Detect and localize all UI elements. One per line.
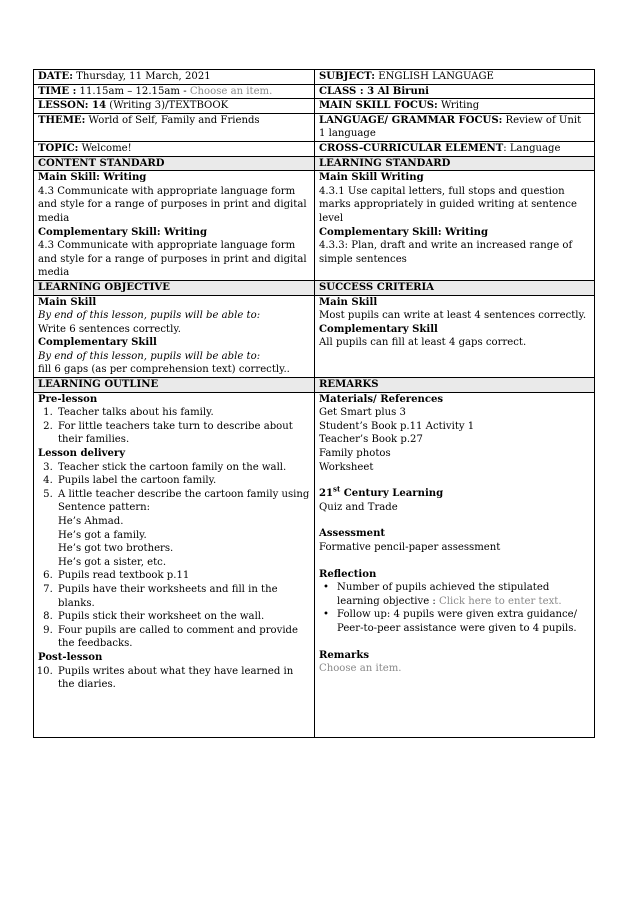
list-item: 10. Pupils writes about what they have learned in the diaries. [56, 665, 310, 692]
cs-comp-text: 4.3 Communicate with appropriate language form and style for a range of purposes in print and digital media [38, 240, 307, 279]
remarks-choose-dropdown[interactable]: Choose an item. [319, 663, 402, 675]
cs-main-heading: Main Skill: Writing [38, 172, 147, 184]
skill-focus-value: Writing [437, 100, 480, 112]
sentence-pattern-label: Sentence pattern: [58, 502, 151, 514]
assessment-heading: Assessment [319, 528, 386, 540]
row-date [34, 70, 595, 85]
cs-main-text: 4.3 Communicate with appropriate language form and style for a range of purposes in print and digital media [38, 185, 307, 224]
material-item: Get Smart plus 3 [319, 407, 406, 419]
time-value: 11.15am – 12.15am - [76, 85, 190, 97]
obj-comp-intro: By end of this lesson, pupils will be able to: [38, 350, 261, 362]
pattern-line: He’s got two brothers. [58, 543, 174, 555]
pre-lesson-list [38, 406, 310, 447]
list-item: 2. For little teachers take turn to describe about their families. [56, 420, 310, 447]
century-learning-heading: 21st Century Learning [319, 484, 444, 500]
ls-comp-heading: Complementary Skill: Writing [319, 226, 489, 238]
sc-main-text: Most pupils can write at least 4 sentences correctly. [319, 310, 587, 322]
topic-label: TOPIC: [38, 142, 79, 154]
row-lesson [34, 99, 595, 114]
list-item: 1. Teacher talks about his family. [56, 406, 310, 420]
outline-header: LEARNING OUTLINE [38, 379, 159, 391]
list-item: 6. Pupils read textbook p.11 [56, 569, 310, 583]
time-label: TIME : [38, 85, 77, 97]
date-label: DATE: [38, 71, 73, 82]
material-item: Family photos [319, 448, 391, 460]
list-item: 9. Four pupils are called to comment and provide the feedbacks. [56, 624, 310, 651]
material-item: Teacher’s Book p.27 [319, 434, 423, 446]
obj-main-text: Write 6 sentences correctly. [38, 323, 181, 335]
skill-focus-label: MAIN SKILL FOCUS: [319, 100, 438, 112]
cross-label: CROSS-CURRICULAR ELEMENT [319, 142, 504, 154]
row-standards [34, 171, 595, 281]
list-item: 4. Pupils label the cartoon family. [56, 474, 310, 488]
pattern-line: He’s Ahmad. [58, 516, 124, 527]
row-time [34, 84, 595, 99]
row-outline [34, 392, 595, 737]
sc-main-heading: Main Skill [319, 296, 378, 308]
grammar-label: LANGUAGE/ GRAMMAR FOCUS: [319, 114, 503, 126]
obj-comp-heading: Complementary Skill [38, 337, 157, 349]
remarks-heading: Remarks [319, 649, 370, 661]
list-item: • Follow up: 4 pupils were given extra guidance/ Peer-to-peer assistance were given to 4 pupils. [337, 608, 590, 635]
delivery-list-1 [38, 461, 310, 502]
row-objective-header [34, 280, 595, 295]
class-label: CLASS : 3 Al Biruni [319, 85, 429, 97]
material-item: Student’s Book p.11 Activity 1 [319, 420, 475, 432]
pattern-line: He’s got a sister, etc. [58, 556, 167, 568]
topic-value: Welcome! [78, 142, 132, 154]
obj-main-intro: By end of this lesson, pupils will be able to: [38, 310, 261, 322]
subject-value: ENGLISH LANGUAGE [375, 71, 494, 82]
post-lesson-heading: Post-lesson [38, 651, 103, 663]
subject-label: SUBJECT: [319, 71, 376, 82]
grammar-value: Review of Unit 1 language [319, 114, 582, 140]
row-outline-header [34, 378, 595, 393]
theme-value: World of Self, Family and Friends [85, 114, 260, 126]
theme-label: THEME: [38, 114, 86, 126]
pre-lesson-heading: Pre-lesson [38, 393, 98, 405]
pattern-line: He’s got a family. [58, 529, 147, 541]
list-item: 3. Teacher stick the cartoon family on the wall. [56, 461, 310, 475]
cs-comp-heading: Complementary Skill: Writing [38, 226, 208, 238]
century-learning-text: Quiz and Trade [319, 501, 398, 513]
list-item: 8. Pupils stick their worksheet on the wall. [56, 610, 310, 624]
ls-main-text: 4.3.1 Use capital letters, full stops and question marks appropriately in guided writing at sentence level [319, 185, 577, 224]
ls-comp-text: 4.3.3: Plan, draft and write an increased range of simple sentences [319, 240, 573, 265]
learning-standard-header: LEARNING STANDARD [319, 157, 451, 169]
list-item: • Number of pupils achieved the stipulated learning objective : Click here to enter text. [337, 581, 590, 608]
delivery-list-2 [38, 569, 310, 651]
obj-main-heading: Main Skill [38, 296, 97, 308]
lesson-plan-table [33, 69, 595, 738]
post-lesson-list [38, 665, 310, 692]
row-topic [34, 141, 595, 156]
row-objectives [34, 295, 595, 378]
obj-comp-text: fill 6 gaps (as per comprehension text) correctly.. [38, 364, 290, 376]
assessment-text: Formative pencil-paper assessment [319, 542, 501, 553]
content-standard-header: CONTENT STANDARD [38, 157, 165, 169]
list-item: 5. A little teacher describe the cartoon family using [56, 488, 310, 502]
reflection-list [319, 581, 590, 635]
sc-comp-text: All pupils can fill at least 4 gaps correct. [319, 337, 527, 349]
lesson-label: LESSON: 14 [38, 100, 107, 112]
time-choose-dropdown[interactable]: Choose an item. [189, 85, 273, 97]
lesson-value: (Writing 3)/TEXTBOOK [106, 100, 229, 112]
row-standard-header [34, 156, 595, 171]
reflection-heading: Reflection [319, 568, 377, 580]
lesson-delivery-heading: Lesson delivery [38, 448, 126, 460]
materials-heading: Materials/ References [319, 393, 444, 405]
row-theme [34, 113, 595, 141]
date-value: Thursday, 11 March, 2021 [72, 71, 211, 82]
success-criteria-header: SUCCESS CRITERIA [319, 281, 435, 293]
remarks-header: REMARKS [319, 379, 379, 391]
reflection-text-field[interactable]: Click here to enter text. [439, 595, 562, 607]
objective-header: LEARNING OBJECTIVE [38, 281, 170, 293]
list-item: 7. Pupils have their worksheets and fill in the blanks. [56, 583, 310, 610]
cross-value: : Language [503, 142, 561, 154]
material-item: Worksheet [319, 461, 374, 473]
sc-comp-heading: Complementary Skill [319, 323, 438, 335]
ls-main-heading: Main Skill Writing [319, 172, 424, 184]
